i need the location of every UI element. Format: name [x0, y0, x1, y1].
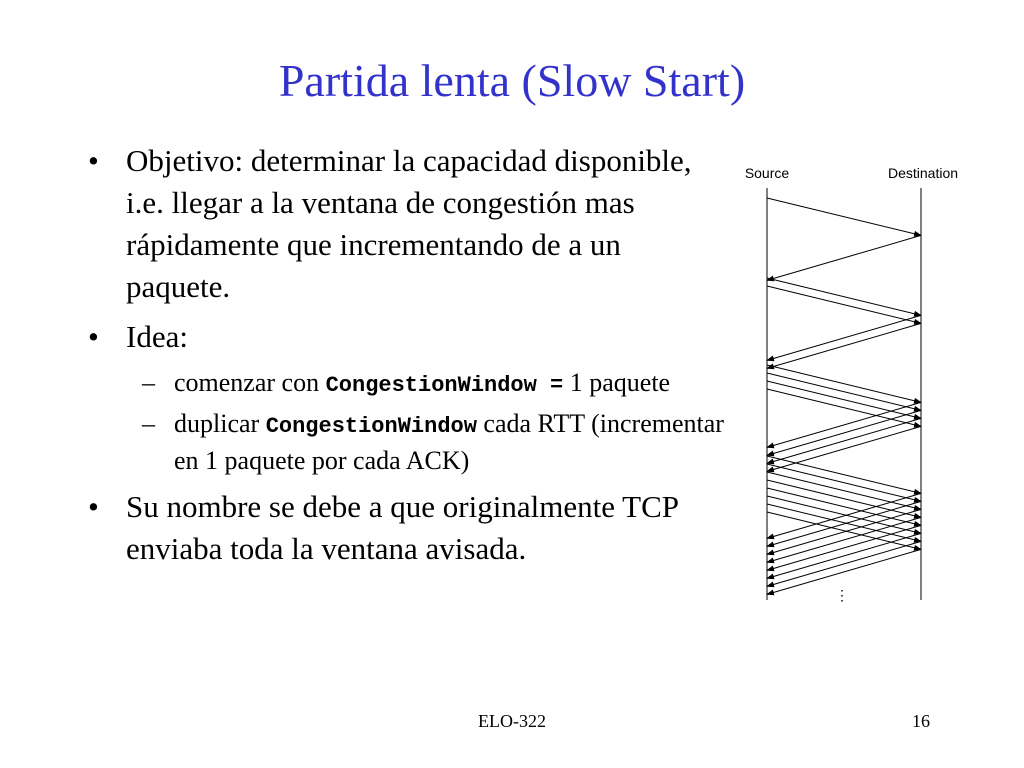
bullet-mark: •: [88, 143, 99, 178]
bullet-nombre: [84, 486, 724, 570]
bullet-idea: [84, 316, 724, 358]
data-packet-arrow: [767, 512, 921, 549]
sub-text-after: cada RTT (incrementar en 1 paquete por cada ACK): [174, 409, 724, 475]
sub-text-after: 1 paquete: [563, 368, 671, 397]
data-packet-arrow: [767, 488, 921, 525]
slide-body: [84, 140, 724, 578]
bullet-objetivo: [84, 140, 724, 308]
data-packet-arrow: [767, 381, 921, 418]
bullet-text: Su nombre se debe a que originalmente TCP enviaba toda la ventana avisada.: [126, 489, 678, 566]
ack-arrow: [767, 315, 921, 360]
data-packet-arrow: [767, 472, 921, 509]
sub-mark: –: [142, 368, 155, 397]
code-congestion-window: CongestionWindow =: [325, 373, 564, 398]
slide-title: Partida lenta (Slow Start): [278, 55, 746, 106]
data-packet-arrow: [767, 504, 921, 541]
data-packet-arrow: [767, 389, 921, 426]
source-label: Source: [744, 165, 790, 181]
footer-course: ELO-322: [478, 711, 546, 731]
data-packet-arrow: [767, 365, 921, 402]
sub-mark: –: [142, 409, 155, 438]
data-packet-arrow: [767, 373, 921, 410]
bullet-mark: •: [88, 319, 99, 354]
bullet-text: Idea:: [126, 319, 188, 354]
bullet-mark: •: [88, 489, 99, 524]
data-packet-arrow: [767, 464, 921, 501]
data-packet-arrow: [767, 456, 921, 493]
sub-text-before: duplicar: [174, 409, 266, 438]
ack-arrow: [767, 323, 921, 368]
ellipsis-mark: ⋮: [835, 589, 849, 604]
bullet-text: Objetivo: determinar la capacidad disponible, i.e. llegar a la ventana de congestión mas rápidamente que incrementando de a un paquete.: [126, 143, 692, 304]
sub-text-before: comenzar con: [174, 368, 326, 397]
ack-arrow: [767, 235, 921, 280]
sub-item-comenzar: [84, 366, 724, 403]
packet-arrows: [767, 198, 921, 594]
data-packet-arrow: [767, 198, 921, 235]
code-congestion-window: CongestionWindow: [265, 414, 477, 439]
data-packet-arrow: [767, 286, 921, 323]
destination-label: Destination: [887, 165, 959, 181]
sub-item-duplicar: [84, 407, 724, 478]
data-packet-arrow: [767, 480, 921, 517]
slow-start-diagram: [735, 160, 975, 610]
data-packet-arrow: [767, 278, 921, 315]
footer-page-number: 16: [912, 711, 930, 731]
data-packet-arrow: [767, 496, 921, 533]
